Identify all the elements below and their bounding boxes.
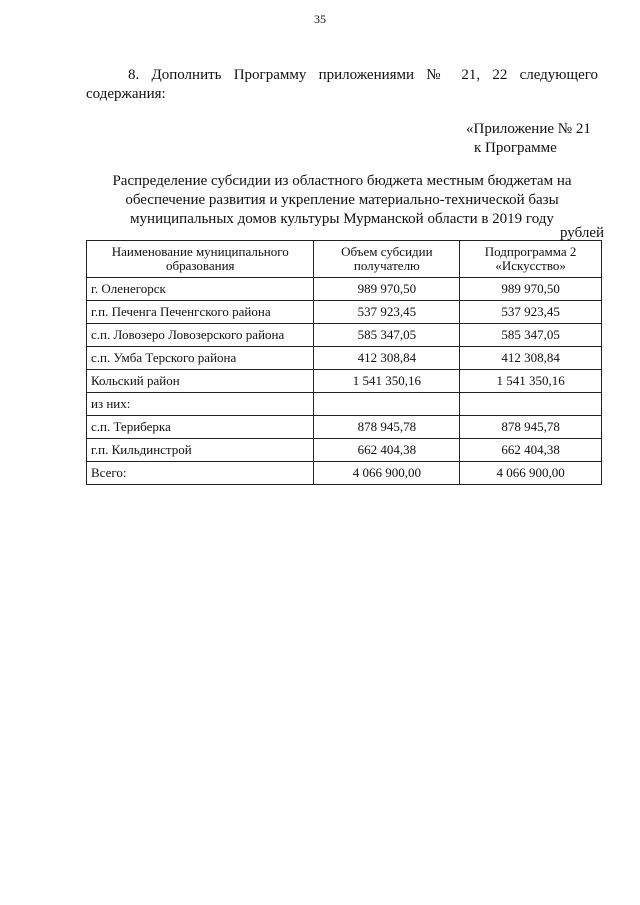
header-subsidy-volume bbox=[314, 241, 460, 278]
header-municipality bbox=[87, 241, 314, 278]
row-name: из них: bbox=[87, 393, 314, 416]
row-art bbox=[460, 393, 602, 416]
appendix-line-1: «Приложение № 21 bbox=[466, 121, 591, 137]
total-art: 4 066 900,00 bbox=[460, 462, 602, 485]
row-art: 412 308,84 bbox=[460, 347, 602, 370]
units-label: рублей bbox=[560, 225, 605, 241]
header-volume-line-2: получателю bbox=[353, 258, 420, 273]
header-municipality-line-2: образования bbox=[165, 258, 235, 273]
row-volume: 1 541 350,16 bbox=[314, 370, 460, 393]
row-name: Кольский район bbox=[87, 370, 314, 393]
row-name: с.п. Териберка bbox=[87, 416, 314, 439]
page-number: 35 bbox=[314, 12, 326, 26]
table-total-row bbox=[87, 462, 602, 485]
table-header-row bbox=[87, 241, 602, 278]
row-name: г. Оленегорск bbox=[87, 278, 314, 301]
total-label: Всего: bbox=[87, 462, 314, 485]
appendix-line-2: к Программе bbox=[474, 140, 557, 156]
row-volume bbox=[314, 393, 460, 416]
table-row bbox=[87, 416, 602, 439]
row-name: с.п. Ловозеро Ловозерского района bbox=[87, 324, 314, 347]
row-name: с.п. Умба Терского района bbox=[87, 347, 314, 370]
table-row bbox=[87, 278, 602, 301]
subsidy-table bbox=[86, 240, 602, 485]
row-name: г.п. Печенга Печенгского района bbox=[87, 301, 314, 324]
header-subprogram-line-1: Подпрограмма 2 bbox=[484, 244, 577, 259]
row-volume: 989 970,50 bbox=[314, 278, 460, 301]
row-volume: 537 923,45 bbox=[314, 301, 460, 324]
table-row bbox=[87, 347, 602, 370]
table-row bbox=[87, 370, 602, 393]
row-volume: 412 308,84 bbox=[314, 347, 460, 370]
header-municipality-line-1: Наименование муниципального bbox=[111, 244, 289, 259]
appendix-heading bbox=[466, 120, 591, 158]
title-line-1: Распределение субсидии из областного бюджета местным бюджетам на bbox=[112, 173, 572, 189]
row-art: 878 945,78 bbox=[460, 416, 602, 439]
row-volume: 585 347,05 bbox=[314, 324, 460, 347]
header-volume-line-1: Объем субсидии bbox=[341, 244, 433, 259]
amendment-paragraph bbox=[86, 66, 598, 104]
row-art: 1 541 350,16 bbox=[460, 370, 602, 393]
total-volume: 4 066 900,00 bbox=[314, 462, 460, 485]
title-line-2: обеспечение развития и укрепление материально-технической базы bbox=[125, 192, 559, 208]
header-subprogram-line-2: «Искусство» bbox=[495, 258, 566, 273]
row-art: 989 970,50 bbox=[460, 278, 602, 301]
table-row bbox=[87, 324, 602, 347]
row-art: 537 923,45 bbox=[460, 301, 602, 324]
table-row bbox=[87, 439, 602, 462]
header-subprogram bbox=[460, 241, 602, 278]
row-name: г.п. Кильдинстрой bbox=[87, 439, 314, 462]
table-row bbox=[87, 301, 602, 324]
paragraph-line-1: 8. Дополнить Программу приложениями № 21, 22 следующего bbox=[128, 67, 598, 83]
row-art: 585 347,05 bbox=[460, 324, 602, 347]
title-line-3: муниципальных домов культуры Мурманской области в 2019 году bbox=[130, 211, 554, 227]
document-title bbox=[86, 172, 598, 229]
row-volume: 878 945,78 bbox=[314, 416, 460, 439]
paragraph-line-2: содержания: bbox=[86, 86, 166, 102]
row-volume: 662 404,38 bbox=[314, 439, 460, 462]
table-row bbox=[87, 393, 602, 416]
row-art: 662 404,38 bbox=[460, 439, 602, 462]
